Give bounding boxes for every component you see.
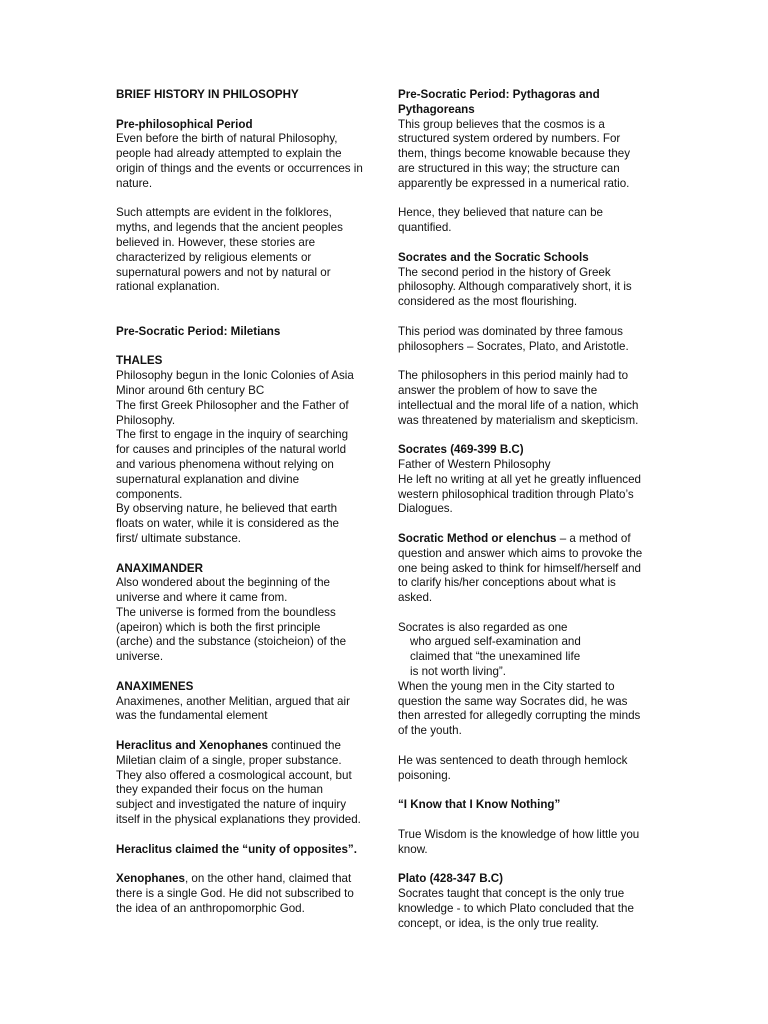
text-line-with-bold-lead: [116, 739, 374, 754]
text-line: When the young men in the City started to: [398, 679, 615, 693]
text-line: of the youth.: [398, 724, 462, 738]
section-heading: Socrates and the Socratic Schools: [398, 250, 589, 264]
text-run: continued the: [268, 739, 341, 753]
text-line: poisoning.: [398, 768, 451, 782]
text-line: considered as the most flourishing.: [398, 295, 578, 309]
section-heading: THALES: [116, 354, 163, 368]
blank-line: [398, 236, 654, 251]
section-heading: ANAXIMANDER: [116, 561, 203, 575]
blank-line: [116, 340, 374, 355]
text-line: Miletian claim of a single, proper substance.: [116, 753, 342, 767]
text-line: asked.: [398, 591, 433, 605]
blank-line: [116, 828, 374, 843]
section-heading: “I Know that I Know Nothing”: [398, 798, 561, 812]
blank-line: [398, 517, 654, 532]
blank-line: [116, 295, 374, 310]
bold-term: Socratic Method or elenchus: [398, 531, 557, 545]
text-line-with-bold-lead: [116, 872, 374, 887]
bold-term: Heraclitus and Xenophanes: [116, 739, 269, 753]
text-line: intellectual and the moral life of a nation, which: [398, 398, 639, 412]
text-line-with-bold-lead: [398, 532, 654, 547]
text-line: universe and where it came from.: [116, 591, 288, 605]
indented-text-line: is not worth living”.: [410, 665, 507, 679]
text-line: was the fundamental element: [116, 709, 268, 723]
text-line: subject and investigated the nature of inquiry: [116, 798, 347, 812]
text-line: Socrates taught that concept is the only true: [398, 887, 625, 901]
text-line: the idea of an anthropomorphic God.: [116, 901, 305, 915]
section-heading: Pythagoreans: [398, 102, 475, 116]
text-line: know.: [398, 842, 428, 856]
text-line: components.: [116, 487, 183, 501]
text-line: The philosophers in this period mainly had to: [398, 369, 629, 383]
text-line: quantified.: [398, 221, 452, 235]
text-line: He left no writing at all yet he greatly influenced: [398, 472, 641, 486]
text-line: believed in. However, these stories are: [116, 235, 316, 249]
section-heading: ANAXIMENES: [116, 679, 194, 693]
text-line: they expanded their focus on the human: [116, 783, 323, 797]
text-line: philosophers – Socrates, Plato, and Aristotle.: [398, 339, 629, 353]
text-line: and various phenomena without relying on: [116, 457, 334, 471]
text-line: myths, and legends that the ancient peoples: [116, 221, 343, 235]
blank-line: [116, 665, 374, 680]
text-line: apparently be expressed in a numerical ratio.: [398, 176, 630, 190]
blank-line: [398, 783, 654, 798]
text-line: itself in the physical explanations they provided.: [116, 813, 361, 827]
text-line: Father of Western Philosophy: [398, 457, 551, 471]
left-column: [116, 88, 374, 917]
text-line: first/ ultimate substance.: [116, 531, 242, 545]
text-line: Even before the birth of natural Philosophy,: [116, 132, 338, 146]
blank-line: [398, 857, 654, 872]
text-line: The first to engage in the inquiry of searching: [116, 428, 349, 442]
text-line: one being asked to think for himself/herself and: [398, 561, 641, 575]
text-line: rational explanation.: [116, 280, 220, 294]
text-line: concept, or idea, is the only true reality.: [398, 916, 599, 930]
text-line: This group believes that the cosmos is a: [398, 117, 605, 131]
section-heading: Pre-philosophical Period: [116, 117, 253, 131]
blank-line: [398, 428, 654, 443]
text-line: Also wondered about the beginning of the: [116, 576, 331, 590]
text-line: structured system ordered by numbers. For: [398, 132, 621, 146]
text-line: True Wisdom is the knowledge of how little you: [398, 827, 640, 841]
text-line: He was sentenced to death through hemlock: [398, 753, 628, 767]
text-line: (apeiron) which is both the first principle: [116, 620, 321, 634]
text-line: are structured in this way; the structure can: [398, 161, 620, 175]
text-line: them, things become knowable because they: [398, 147, 631, 161]
blank-line: [398, 310, 654, 325]
text-line: philosophy. Although comparatively short, it is: [398, 280, 632, 294]
indented-text-line: claimed that “the unexamined life: [410, 650, 581, 664]
text-line: The first Greek Philosopher and the Father of: [116, 398, 349, 412]
text-line: Socrates is also regarded as one: [398, 620, 568, 634]
text-line: Anaximenes, another Melitian, argued that air: [116, 694, 350, 708]
blank-line: [398, 813, 654, 828]
section-heading: Socrates (469-399 B.C): [398, 443, 524, 457]
section-heading: BRIEF HISTORY IN PHILOSOPHY: [116, 88, 299, 101]
indented-text-line: who argued self-examination and: [410, 635, 581, 649]
text-line: Philosophy.: [116, 413, 176, 427]
blank-line: [398, 739, 654, 754]
text-line: floats on water, while it is considered as the: [116, 517, 339, 531]
text-line: Dialogues.: [398, 502, 453, 516]
text-line: for causes and principles of the natural world: [116, 443, 347, 457]
blank-line: [116, 103, 374, 118]
text-line: This period was dominated by three famous: [398, 324, 623, 338]
text-line: characterized by religious elements or: [116, 250, 312, 264]
blank-line: [398, 354, 654, 369]
blank-line: [116, 857, 374, 872]
text-line: By observing nature, he believed that earth: [116, 502, 338, 516]
text-line: supernatural powers and not by natural or: [116, 265, 331, 279]
text-line: western philosophical tradition through Plato’s: [398, 487, 634, 501]
text-line: question and answer which aims to provoke the: [398, 546, 643, 560]
text-line: supernatural explanation and divine: [116, 472, 300, 486]
section-heading: Plato (428-347 B.C): [398, 872, 504, 886]
bold-term: Xenophanes: [116, 872, 185, 886]
text-line: question the same way Socrates did, he was: [398, 694, 628, 708]
blank-line: [116, 724, 374, 739]
text-line: then arrested for allegedly corrupting the minds: [398, 709, 641, 723]
text-line: nature.: [116, 176, 153, 190]
text-line: Hence, they believed that nature can be: [398, 206, 603, 220]
text-run: , on the other hand, claimed that: [184, 872, 352, 886]
text-line: The second period in the history of Greek: [398, 265, 611, 279]
text-line: (arche) and the substance (stoicheion) of the: [116, 635, 347, 649]
text-line: to clarify his/her conceptions about what is: [398, 576, 616, 590]
section-heading: Heraclitus claimed the “unity of opposites”.: [116, 842, 357, 856]
text-line: origin of things and the events or occurrences in: [116, 161, 363, 175]
text-line: The universe is formed from the boundless: [116, 605, 336, 619]
text-line: Such attempts are evident in the folklores,: [116, 206, 332, 220]
text-line: people had already attempted to explain the: [116, 147, 342, 161]
text-run: – a method of: [556, 531, 631, 545]
text-line: was threatened by materialism and skepticism.: [398, 413, 639, 427]
blank-line: [398, 192, 654, 207]
text-line: They also offered a cosmological account, but: [116, 768, 352, 782]
blank-line: [398, 606, 654, 621]
right-column: [398, 88, 654, 931]
text-line: universe.: [116, 650, 164, 664]
text-line: answer the problem of how to save the: [398, 383, 598, 397]
blank-line: [116, 192, 374, 207]
blank-line: [116, 310, 374, 325]
blank-line: [116, 547, 374, 562]
section-heading: Pre-Socratic Period: Miletians: [116, 324, 281, 338]
text-line: knowledge - to which Plato concluded that the: [398, 901, 634, 915]
text-line: Minor around 6th century BC: [116, 383, 265, 397]
text-line: Philosophy begun in the Ionic Colonies of Asia: [116, 369, 354, 383]
section-heading: Pre-Socratic Period: Pythagoras and: [398, 88, 600, 101]
text-line: there is a single God. He did not subscribed to: [116, 887, 354, 901]
